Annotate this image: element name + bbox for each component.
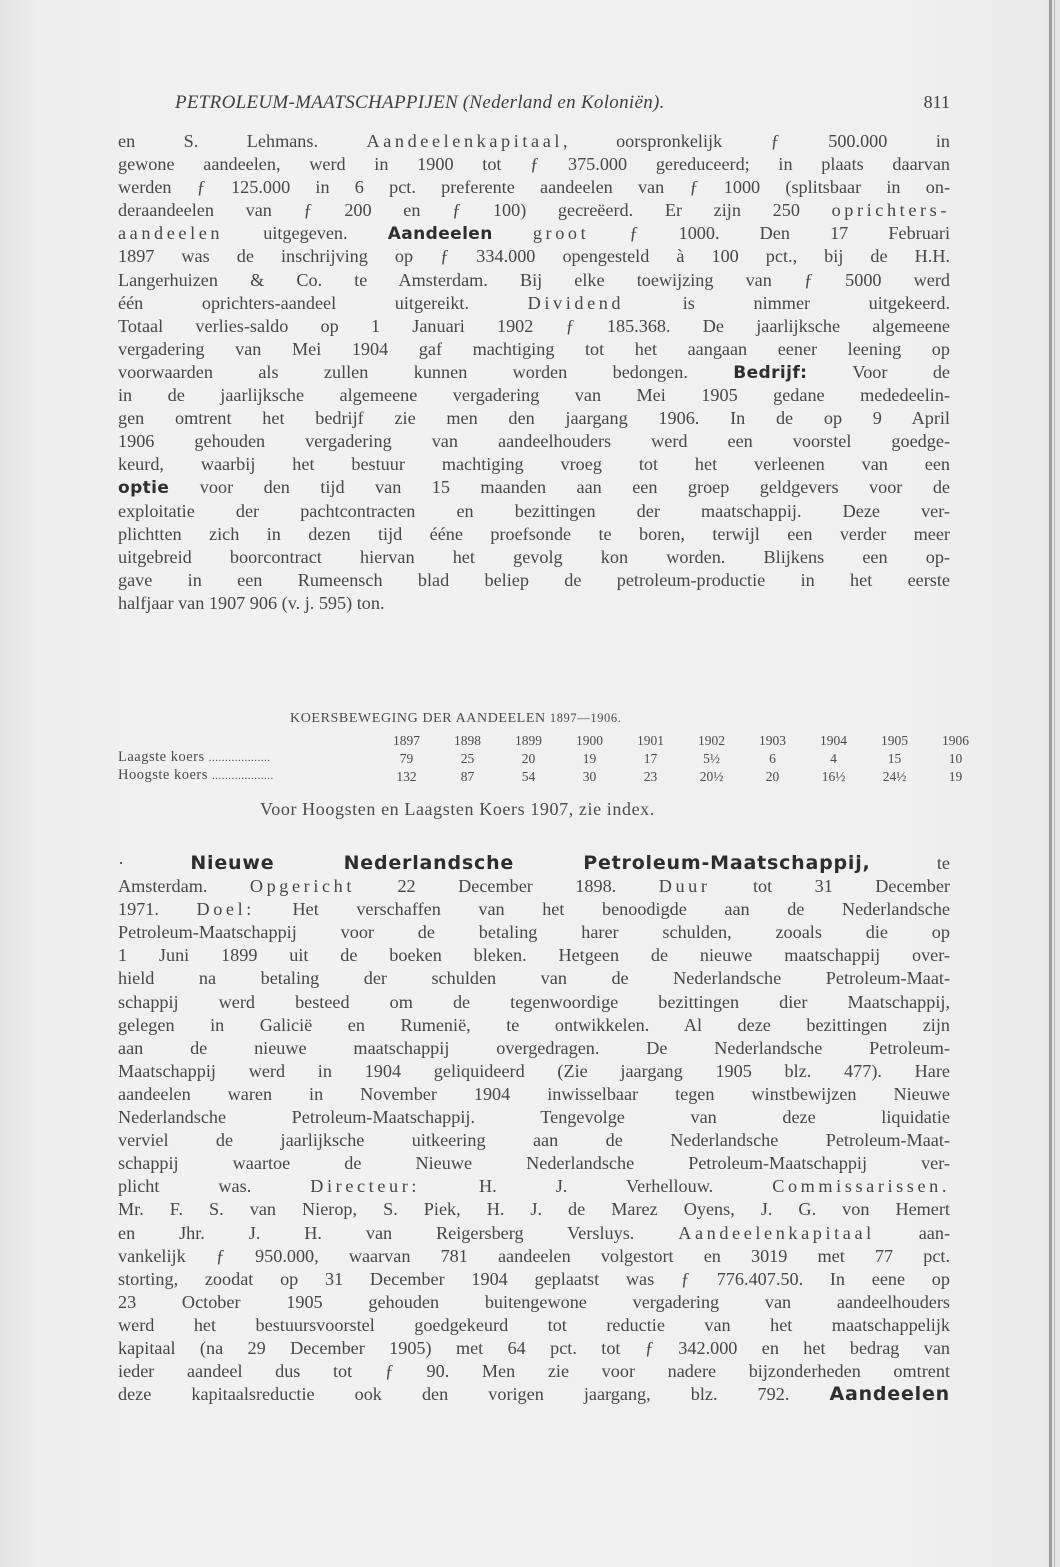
text-run: deze kapitaalsreductie ook den vorigen jaargang, blz. 792. [118, 1384, 830, 1405]
text-run: aan- [874, 1222, 950, 1243]
text-run: gelegen in Galicië en Rumenië, te ontwikkelen. Al deze bezittingen zijn [118, 1014, 950, 1035]
table-cell: 4 [830, 750, 837, 766]
text-run: gen omtrent het bedrijf zie men den jaargang 1906. In de op 9 April [118, 408, 950, 429]
text-run: · [118, 853, 191, 873]
text-line [118, 1083, 950, 1106]
row-label-text: Laagste koers [118, 749, 205, 765]
text-run: is nimmer uitgekeerd. [624, 292, 950, 313]
text-line [118, 944, 950, 967]
text-run: gewone aandeelen, werd in 1900 tot ƒ 375.000 gereduceerd; in plaats daarvan [118, 154, 950, 175]
table-cell: 10 [948, 750, 963, 766]
table-title [290, 711, 621, 727]
text-run: , oorspronkelijk ƒ 500.000 in [563, 131, 950, 151]
text-run: gave in een Rumeensch blad beliep de petroleum-productie in het eerste [118, 569, 950, 590]
bold-keyword: Aandeelen [387, 224, 493, 245]
page-edge-line [1054, 0, 1055, 1567]
row-label-text: Hoogste koers [118, 767, 208, 783]
year-header: 1900 [576, 733, 603, 748]
text-line [118, 453, 950, 476]
spaced-keyword: Opgericht [249, 876, 355, 897]
text-line [118, 1060, 950, 1083]
text-line [118, 315, 950, 338]
text-line [118, 199, 950, 222]
year-header: 1903 [759, 733, 786, 748]
text-run: voor den tijd van 15 maanden aan een groep geldgevers voor de [169, 477, 950, 498]
text-run: Het verschaffen van het benoodigde aan de Nederlandsche [254, 899, 950, 920]
table-cell: 15 [887, 750, 902, 766]
text-line [118, 1337, 950, 1360]
header-title: PETROLEUM-MAATSCHAPPIJEN [175, 92, 459, 113]
text-run: aandeelen waren in November 1904 inwisselbaar tegen winstbewijzen Nieuwe [118, 1083, 950, 1104]
text-run: 1971. [118, 899, 197, 920]
text-run: Amsterdam. [118, 876, 250, 897]
table-cell: 24½ [882, 768, 907, 784]
table-cell: 25 [460, 750, 475, 766]
text-line [118, 569, 950, 592]
text-line [118, 991, 950, 1014]
text-run: hield na betaling der schulden van de Nederlandsche Petroleum-Maat- [118, 968, 950, 989]
spaced-keyword: aandeelen [118, 223, 224, 244]
table-title-text: KOERSBEWEGING DER AANDEELEN [290, 711, 546, 726]
year-header: 1899 [515, 733, 542, 748]
text-run: halfjaar van 1907 906 (v. j. 595) ton. [118, 592, 385, 613]
spaced-keyword: Directeur: [310, 1176, 420, 1197]
text-run: plicht was. [118, 1176, 311, 1197]
text-line [118, 1360, 950, 1383]
section-petroleum-company-continued [118, 130, 950, 615]
text-line [118, 1198, 950, 1221]
table-cell: 87 [460, 768, 475, 784]
text-run: schappij waartoe de Nieuwe Nederlandsche Petroleum-Maatschappij ver- [118, 1153, 950, 1174]
text-run: ƒ 1000. Den 17 Februari [589, 223, 950, 244]
text-line [118, 1129, 950, 1152]
text-run: werd het bestuursvoorstel goedgekeurd tot reductie van het maatschappelijk [118, 1314, 950, 1335]
header-subtitle: (Nederland en Koloniën). [462, 92, 665, 113]
text-line [118, 292, 950, 315]
text-line [118, 1175, 950, 1198]
text-line [118, 523, 950, 546]
table-cell: 6 [769, 750, 776, 766]
page-edge-shadow [1049, 0, 1052, 1567]
text-run: Voor de [807, 361, 950, 382]
spaced-keyword: groot [532, 223, 590, 244]
leader-dots: ................... [208, 752, 271, 764]
text-line [118, 176, 950, 199]
table-corner [118, 732, 376, 749]
text-run: ieder aandeel dus tot ƒ 90. Men zie voor nadere bijzonderheden omtrent [118, 1361, 950, 1382]
text-line [118, 1037, 950, 1060]
text-run: kapitaal (na 29 December 1905) met 64 pct. tot ƒ 342.000 en het bedrag van [118, 1337, 950, 1358]
section-nieuwe-nederlandsche-petroleum [118, 852, 950, 1406]
year-header: 1902 [698, 733, 725, 748]
text-run: werden ƒ 125.000 in 6 pct. preferente aandeelen van ƒ 1000 (splitsbaar in on- [118, 177, 950, 198]
row-label [118, 749, 376, 767]
table-title-years: 1897—1906. [549, 711, 622, 725]
text-line [118, 361, 950, 384]
table-header-row [118, 732, 986, 749]
table-cell: 16½ [821, 768, 846, 784]
table-cell: 132 [396, 768, 417, 784]
text-run: exploitatie der pachtcontracten en bezittingen der maatschappij. Deze ver- [118, 500, 950, 521]
table-cell: 19 [582, 750, 597, 766]
text-run: en Jhr. J. H. van Reigersberg Versluys. [118, 1222, 679, 1243]
text-line [118, 384, 950, 407]
table-cell: 54 [521, 768, 536, 784]
text-run: H. J. Verhellouw. [420, 1176, 773, 1197]
text-line [118, 153, 950, 176]
text-line [118, 592, 950, 615]
text-line [118, 407, 950, 430]
text-run: 1 Juni 1899 uit de boeken bleken. Hetgeen de nieuwe maatschappij over- [118, 945, 950, 966]
text-run: deraandeelen van ƒ 200 en ƒ 100) gecreëerd. Er zijn 250 [118, 200, 832, 221]
year-header: 1906 [942, 733, 969, 748]
text-run: in de jaarlijksche algemeene vergadering van Mei 1905 gedane mededeelin- [118, 385, 950, 406]
text-line [118, 130, 950, 153]
spaced-keyword: Dividend [527, 292, 625, 313]
text-run: één oprichters-aandeel uitgereikt. [118, 292, 528, 313]
year-header: 1901 [637, 733, 664, 748]
bold-keyword: Nieuwe Nederlandsche Petroleum-Maatschappij, [190, 852, 871, 874]
text-line [118, 546, 950, 569]
text-run: uitgegeven. [223, 223, 388, 244]
leader-dots: ................... [212, 770, 274, 782]
text-run: Langerhuizen & Co. te Amsterdam. Bij elke toewijzing van ƒ 5000 werd [118, 269, 950, 290]
text-run: storting, zoodat op 31 December 1904 geplaatst was ƒ 776.407.50. In eene op [118, 1268, 950, 1289]
text-line [118, 967, 950, 990]
row-label [118, 767, 376, 785]
text-line [118, 1245, 950, 1268]
text-run: vergadering van Mei 1904 gaf machtiging tot het aangaan eener leening op [118, 338, 950, 359]
text-run: Maatschappij werd in 1904 geliquideerd (Zie jaargang 1905 blz. 477). Hare [118, 1060, 950, 1081]
text-run: uitgebreid boorcontract hiervan het gevolg kon worden. Blijkens een op- [118, 546, 950, 567]
text-run: aan de nieuwe maatschappij overgedragen. De Nederlandsche Petroleum- [118, 1037, 950, 1058]
text-run: plichtten zich in dezen tijd ééne proefsonde te boren, terwijl een verder meer [118, 523, 950, 544]
year-header: 1904 [820, 733, 847, 748]
text-run: 1897 was de inschrijving op ƒ 334.000 opengesteld à 100 pct., bij de H.H. [118, 246, 950, 267]
text-run: schappij werd besteed om de tegenwoordige bezittingen dier Maatschappij, [118, 991, 950, 1012]
table-cell: 5½ [703, 750, 720, 766]
bold-keyword: Bedrijf: [733, 362, 808, 383]
text-run: 1906 gehouden vergadering van aandeelhouders werd een voorstel goedge- [118, 431, 950, 452]
spaced-keyword: Doel: [196, 899, 255, 920]
text-line [118, 1152, 950, 1175]
text-run: Mr. F. S. van Nierop, S. Piek, H. J. de Marez Oyens, J. G. von Hemert [118, 1199, 950, 1220]
text-run: te [870, 853, 950, 873]
text-run: voorwaarden als zullen kunnen worden bedongen. [118, 361, 734, 382]
text-line [118, 430, 950, 453]
table-note: Voor Hoogsten en Laagsten Koers 1907, zie index. [260, 799, 655, 819]
text-line [118, 1268, 950, 1291]
text-run: tot 31 December [710, 876, 950, 897]
text-line [118, 1014, 950, 1037]
text-line [118, 1383, 950, 1406]
table-cell: 17 [643, 750, 658, 766]
text-line [118, 898, 950, 921]
running-header [175, 92, 950, 116]
text-line [118, 269, 950, 292]
text-run: 22 December 1898. [355, 876, 659, 897]
text-line [118, 1291, 950, 1314]
text-run: 23 October 1905 gehouden buitengewone vergadering van aandeelhouders [118, 1291, 950, 1312]
year-header: 1897 [393, 733, 420, 748]
table-row-lowest [118, 749, 986, 767]
text-run: en S. Lehmans. [118, 131, 367, 151]
table-cell: 79 [399, 750, 414, 766]
text-run: vankelijk ƒ 950.000, waarvan 781 aandeelen volgestort en 3019 met 77 pct. [118, 1245, 950, 1266]
table-row-highest [118, 767, 986, 785]
text-run: Petroleum-Maatschappij voor de betaling harer schulden, zooals die op [118, 922, 950, 943]
text-line [118, 875, 950, 898]
text-line [118, 921, 950, 944]
spaced-keyword: Duur [658, 876, 711, 897]
text-line [118, 245, 950, 268]
spaced-keyword: Commissarissen. [772, 1176, 950, 1197]
table-cell: 20 [765, 768, 780, 784]
text-run: verviel de jaarlijksche uitkeering aan de Nederlandsche Petroleum-Maat- [118, 1130, 950, 1151]
text-line [118, 476, 950, 499]
spaced-keyword: Aandeelenkapitaal [366, 131, 564, 151]
text-line [118, 1222, 950, 1245]
share-price-table [118, 732, 986, 785]
spaced-keyword: Aandeelenkapitaal [678, 1222, 875, 1243]
table-cell: 23 [643, 768, 658, 784]
year-header: 1905 [881, 733, 908, 748]
table-cell: 20½ [699, 768, 724, 784]
text-line [118, 338, 950, 361]
text-line [118, 500, 950, 523]
text-run: keurd, waarbij het bestuur machtiging vroeg tot het verleenen van een [118, 454, 950, 475]
bold-keyword: Aandeelen [829, 1383, 950, 1406]
text-line [118, 1106, 950, 1129]
table-cell: 30 [582, 768, 597, 784]
year-header: 1898 [454, 733, 481, 748]
text-run: Nederlandsche Petroleum-Maatschappij. Tengevolge van deze liquidatie [118, 1107, 950, 1128]
text-line [118, 852, 950, 875]
table-cell: 19 [948, 768, 963, 784]
text-run: Totaal verlies-saldo op 1 Januari 1902 ƒ 185.368. De jaarlijksche algemeene [118, 315, 950, 336]
spaced-keyword: oprichters- [831, 200, 950, 221]
text-line [118, 222, 950, 245]
bold-keyword: optie [118, 478, 170, 499]
text-line [118, 1314, 950, 1337]
table-cell: 20 [521, 750, 536, 766]
page-number: 811 [923, 92, 950, 112]
text-run [493, 223, 533, 243]
